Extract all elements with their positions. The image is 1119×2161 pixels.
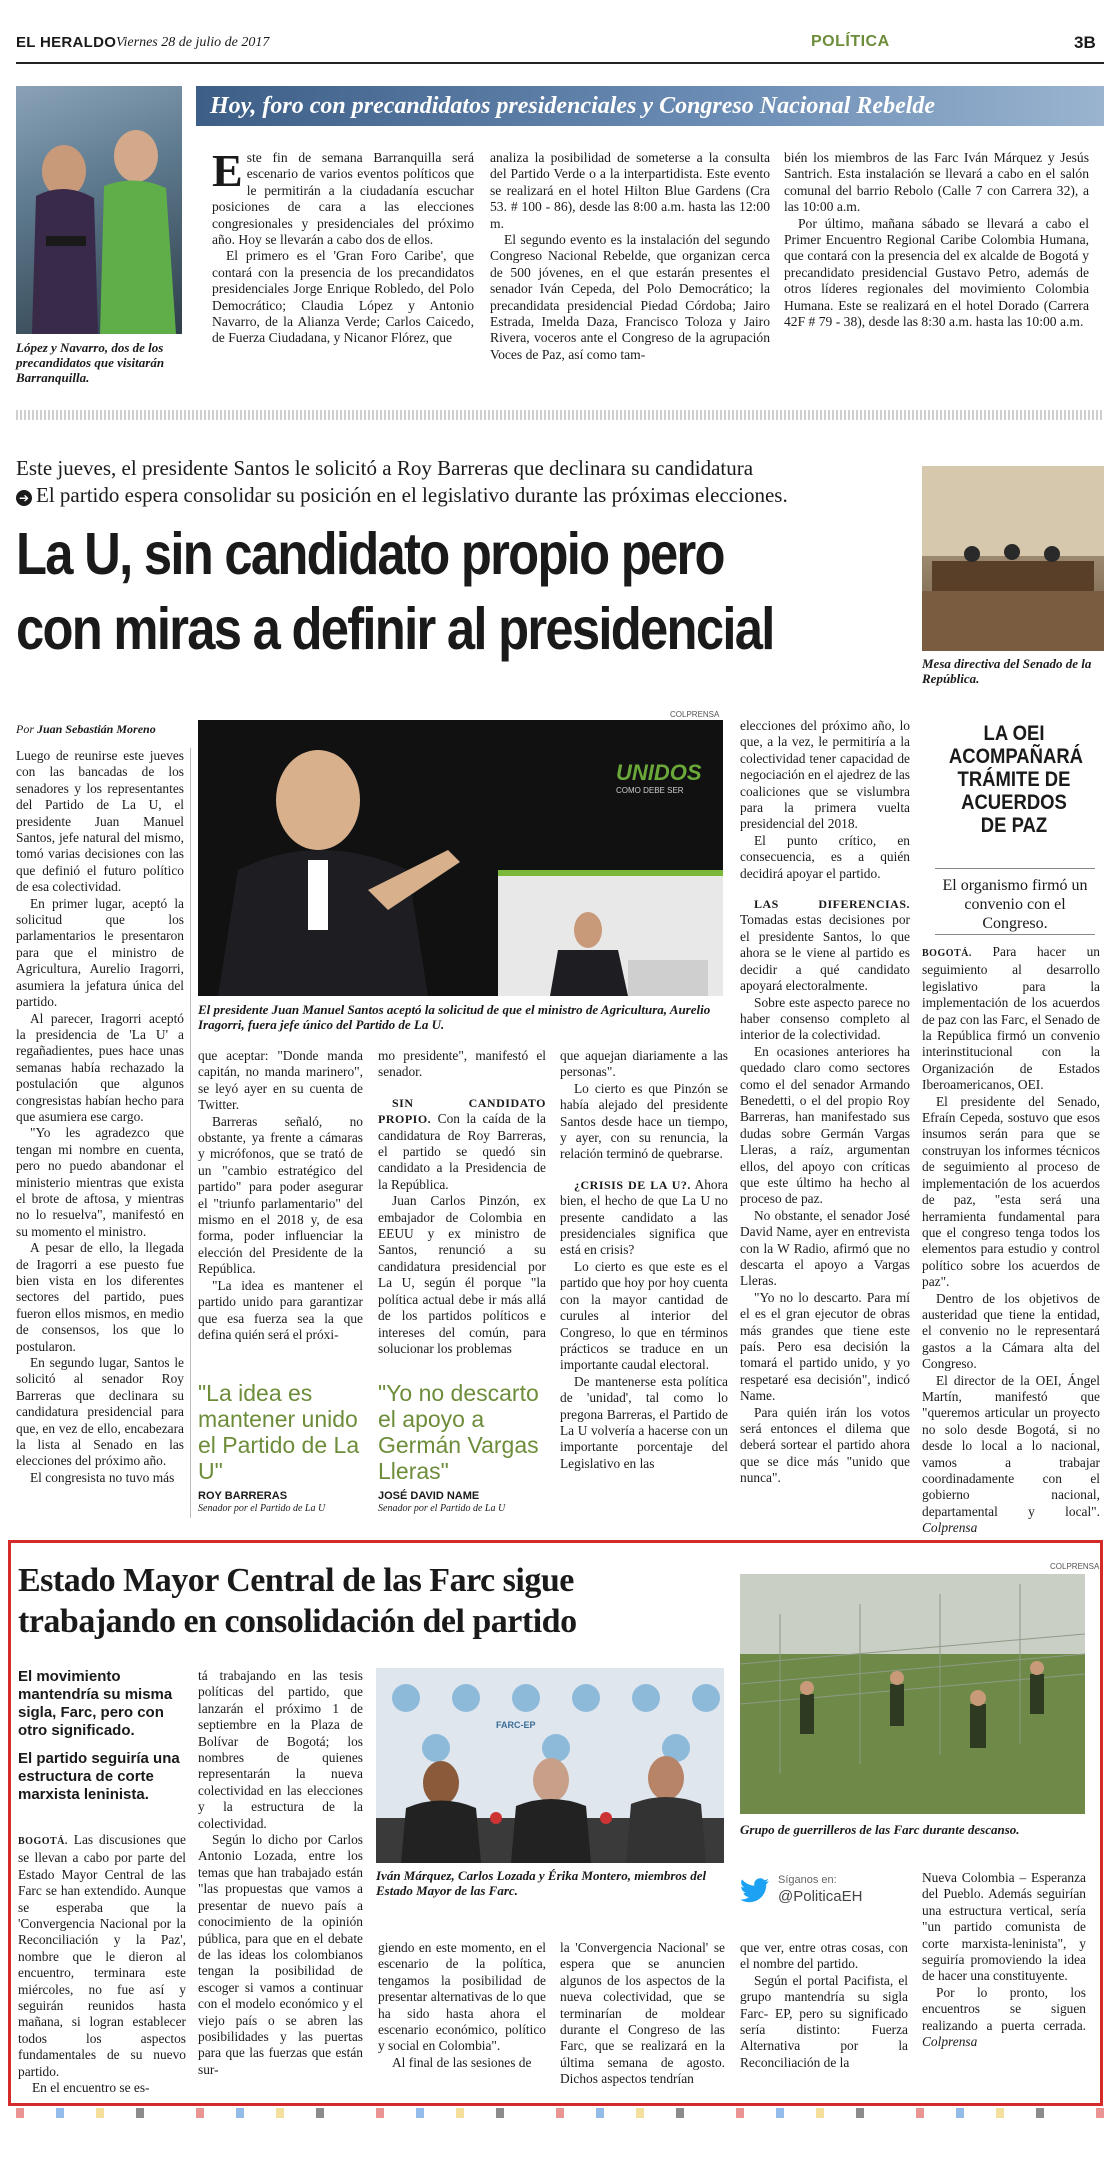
farc-col1-p1: Las discusiones que se llevan a cabo por parte del Estado Mayor Central de las Farc se han extendido. Aunque se esperaba que la 'Convergencia Nacional por la Reconciliación y la Paz', nombre que le dieron al encuentro, terminara este miércoles, no fue así y seguirán reunidos hasta mañana, si logran establecer todos los aspectos fundamentales de su nuevo partido. (18, 1832, 186, 2079)
farc-headline-1: Estado Mayor Central de las Farc sigue (18, 1562, 574, 1599)
banner-text: UNIDOS (616, 760, 702, 785)
top-story-banner (196, 86, 1104, 126)
main-col2-p1: que aceptar: "Donde manda capitán, no manda marinero", se leyó ayer en su cuenta de Twitter. (198, 1048, 363, 1113)
oei-headline: LA OEI ACOMPAÑARÁ TRÁMITE DE ACUERDOS DE PAZ (948, 722, 1084, 837)
main-col2-p2: Barreras señaló, no obstante, ya frente a cámaras y micrófonos, que se trató de un "cambio estratégico del partido" para poder asegurar el "triunfo parlamentario" del mismo en el 2018 y, de esa forma, poder influenciar la elección del Presidente de la República. (198, 1113, 363, 1277)
oei-p1: Para hacer un seguimiento al desarrollo legislativo para la implementación de los acuerdos de paz con las Farc, el Senado de la República firmó un convenio interinstitucional con la Organización de Estados Iberoamericanos, OEI. (922, 944, 1100, 1093)
main-col-4 (560, 1048, 728, 1472)
top-story-title: Hoy, foro con precandidatos presidenciales y Congreso Nacional Rebelde (210, 93, 936, 119)
main-col1-p6: En segundo lugar, Santos le solicitó al senador Roy Barreras que declinara su candidatura presidencial para que, en vez de ello, encabezara la lista al Senado en las elecciones del próximo año. (16, 1355, 184, 1469)
farc-headline-2: trabajando en consolidación del partido (18, 1603, 577, 1640)
lead-diferencias: LAS DIFERENCIAS. (754, 897, 910, 912)
quote-name-name: JOSÉ DAVID NAME (378, 1490, 480, 1502)
senate-illustration (922, 466, 1104, 651)
oei-p4: El director de la OEI, Ángel Martín, manifestó que "queremos articular un proyecto no solo desde Bogotá, si no desde lo local a lo nacional, vamos a trabajar coordinadamente con el gobierno nacional, departamental y local". (922, 1372, 1100, 1519)
top-photo-caption: López y Navarro, dos de los precandidatos que visitarán Barranquilla. (16, 340, 165, 385)
farc-col2-p2: Según lo dicho por Carlos Antonio Lozada, entre los temas que han trabajado están "las propuestas que vamos a presentar de nuevo país a conocimiento de la opinión pública, para que en el debate de las ideas los colombianos tengan la posibilidad de escoger si vamos a continuar con el modelo económico y el viejo país o se abren las posibilidades y las puertas para que las fuerzas que están sur- (198, 1832, 363, 2077)
oei-p2: El presidente del Senado, Efraín Cepeda, sostuvo que esos insumos serán para que se construyan los informes técnicos de seguimiento al proceso de implementación de los acuerdos de paz, "esta será una herramienta fundamental para que el congreso tenga todos los elementos para estudio y control político sobre los acuerdos de paz". (922, 1093, 1100, 1290)
main-col5-p5: En ocasiones anteriores ha quedado claro como sectores como el del senador Armando Benedetti, o el del propio Roy Barreras, han manifestado sus dudas sobre Germán Vargas Lleras, a raíz, argumentan ellos, del apoyo con críticas que este último ha hecho al proceso de paz. (740, 1043, 910, 1207)
main-col4-p5: De mantenerse esta política de 'unidad', tal como lo pregona Barreras, el Partido de La U volvería a hacerse con un importante porcentaje del Legislativo en las (560, 1373, 728, 1471)
top-col2-p2: El segundo evento es la instalación del segundo Congreso Nacional Rebelde, que organizan cerca de 500 jóvenes, en el que estarán presentes el senador Iván Cepeda, del Polo Democrático; la precandidata presidencial Piedad Córdoba; Jairo Estrada, Imelda Daza, Francisco Toloza y Jairo Rivera, voceros ante el Congreso de la agrupación Voces de Paz, así como tam- (490, 232, 770, 362)
top-col2-p1: analiza la posibilidad de someterse a la consulta del Partido Verde o a la interpartidista. Este evento se realizará en el hotel Hilton Blue Gardens (Cra 53. # 100 - 86), desde las 8:00 a.m. hasta las 12:00 m. (490, 150, 770, 231)
main-col3-p1: mo presidente", manifestó el senador. (378, 1048, 546, 1080)
byline-prefix: Por (16, 722, 34, 736)
senate-photo-caption: Mesa directiva del Senado de la República. (922, 656, 1092, 686)
lopez-navarro-photo (16, 86, 182, 334)
main-photo-credit: COLPRENSA (670, 710, 720, 719)
farc-col4-p1: la 'Convergencia Nacional' se espera que se anuncien algunos de los aspectos de la nueva colectividad, que se terminarían de moldear durante el Congreso de las Farc, que se realizará en la última semana de agosto. Dichos aspectos tendrían (560, 1940, 725, 2087)
farc-col3-p1: giendo en este momento, en el escenario de la política, tengamos la posibilidad de presentar alternativas de lo que ha sido hasta ahora el escenario económico, político y social en Colombia". (378, 1940, 546, 2054)
page-header (16, 30, 1104, 60)
header-rule (16, 62, 1104, 64)
main-col-5 (740, 718, 910, 1487)
farc-col6-p2: Por lo pronto, los encuentros se siguen realizando a puerta cerrada. (922, 1984, 1086, 2033)
banner-sub: COMO DEBE SER (616, 786, 684, 795)
main-kicker-2-row (16, 483, 916, 508)
social-handle[interactable]: @PoliticaEH (778, 1888, 863, 1905)
main-col5-p1: elecciones del próximo año, lo que, a la vez, le permitiría a la colectividad tener capacidad de negociación en el ajedrez de las coaliciones que se vislumbra para la primera vuelta presidencial del 2018. (740, 718, 910, 832)
section-divider (16, 410, 1104, 420)
issue-date: Viernes 28 de julio de 2017 (116, 35, 270, 50)
farc-col1-p2: En el encuentro se es- (32, 2080, 150, 2096)
main-col1-p4: "Yo les agradezco que tengan mi nombre en cuenta, pero no puedo abandonar el ministerio mientras que exista el brote de aftosa, y mientras no lo resuelva", manifestó en su momento el ministro. (16, 1125, 184, 1239)
arrow-circle-icon: ➔ (16, 490, 32, 506)
main-col1-p5: A pesar de ello, la llegada de Iragorri a ese puesto fue bien vista en los diferentes sectores del partido, pues fueron ellos mismos, en medio de consensos, los que lo postularon. (16, 1240, 184, 1354)
section-label: POLÍTICA (811, 33, 890, 50)
drop-cap: E (212, 145, 243, 196)
top-col1-p1: ste fin de semana Barranquilla será escenario de varios eventos políticos que le permitirán a la ciudadanía escuchar posiciones de cara a las elecciones congresionales y presidenciales del próximo año. Hoy se llevarán a cabo dos de ellos. (212, 150, 474, 248)
santos-photo (198, 720, 723, 996)
main-kicker-1: Este jueves, el presidente Santos le solicitó a Roy Barreras que declinara su candidatura (16, 456, 754, 480)
quote-barreras: "La idea es mantener unido el Partido de La U" (198, 1380, 360, 1484)
farc-photo2-credit: COLPRENSA (1050, 1562, 1100, 1571)
main-col4-p2: Lo cierto es que Pinzón se había alejado del presidente Santos desde hace un tiempo, y ayer, con su renuncia, la relación terminó de quebrarse. (560, 1080, 728, 1162)
guerrillas-illustration (740, 1574, 1085, 1814)
main-col1-p1: Luego de reunirse este jueves con las bancadas de los senadores y los representantes del Partido de La U, el presidente Juan Manuel Santos, jefe natural del mismo, tomó varias decisiones con las que definió el futuro político de esa colectividad. (16, 748, 184, 895)
main-col5-p2: El punto crítico, en consecuencia, es a quién decidirá apoyar el partido. (740, 832, 910, 881)
bottom-color-strip (16, 2108, 1104, 2118)
main-col5-p4: Sobre este aspecto parece no haber consenso completo al interior de la colectividad. (740, 994, 910, 1043)
photo-illustration (16, 86, 182, 334)
top-col-1 (212, 145, 474, 347)
main-headline-2: con miras a definir al presidencial (16, 596, 774, 662)
farc-col-2 (198, 1668, 363, 2078)
senate-photo (922, 466, 1104, 651)
main-byline (16, 722, 156, 737)
main-col1-p3: Al parecer, Iragorri aceptó la presidencia de 'La U' a regañadientes, pues hace unas semanas había rechazado la postulación que algunos congresistas habían hecho para que asumiera ese cargo. (16, 1010, 184, 1124)
oei-dateline: BOGOTÁ. (922, 948, 972, 959)
farc-col-6 (922, 1870, 1086, 2050)
main-col3-p3: Juan Carlos Pinzón, ex embajador de Colombia en EEUU y ex ministro de Santos, renunció a su candidatura presidencial por La U, según él porque "la política actual debe ir más allá de los partidos políticos e intereses del común, para solucionar los problemas (378, 1193, 546, 1356)
oei-p3: Dentro de los objetivos de austeridad que tiene la entidad, el convenio no le representará gastos a la Cámara alta del Congreso. (922, 1290, 1100, 1372)
farc-col-5 (740, 1940, 908, 2071)
farc-col-1 (18, 1832, 186, 2097)
page-number: 3B (1074, 33, 1096, 52)
farc-backdrop-text: FARC-EP (496, 1720, 536, 1730)
oei-body (922, 944, 1100, 1537)
top-col3-p2: Por último, mañana sábado se llevará a cabo el Primer Encuentro Regional Caribe Colombia Humana, que contará con la presencia del ex alcalde de Bogotá y precandidato presidencial Gustavo Petro, además de otros líderes regionales del movimiento Colombia Humana. Este se realizará en el hotel Dorado (Carrera 42F # 79 - 38), desde las 8:30 a.m. hasta las 10:00 a.m. (784, 215, 1089, 330)
farc-dateline: BOGOTÁ. (18, 1836, 68, 1847)
main-headline-1: La U, sin candidato propio pero (16, 521, 724, 587)
farc-col-3 (378, 1940, 546, 2071)
main-kicker-2: El partido espera consolidar su posición en el legislativo durante las próximas elecciones. (36, 483, 788, 507)
quote-barreras-role: Senador por el Partido de La U (198, 1503, 326, 1514)
social-label: Síganos en: (778, 1874, 837, 1886)
farc-col2-p1: tá trabajando en las tesis políticas del partido, que lanzarán el próximo 1 de septiembre en la Plaza de Bolívar de Bogotá; los nombres de quienes representarán la nueva colectividad en las elecciones y la estructura de la colectividad. (198, 1668, 363, 1831)
top-col-2 (490, 150, 770, 363)
twitter-bird-icon (740, 1878, 770, 1904)
lead-sin-candidato: SIN CANDIDATO PROPIO. (378, 1095, 546, 1127)
farc-leaders-caption: Iván Márquez, Carlos Lozada y Érika Montero, miembros del Estado Mayor de las Farc. (376, 1868, 707, 1898)
byline-author: Juan Sebastián Moreno (37, 722, 156, 736)
farc-deck-1: El movimiento mantendría su misma sigla, Farc, pero con otro significado. (18, 1668, 173, 1739)
oei-signoff: Colprensa (922, 1520, 978, 1536)
top-col-3 (784, 150, 1089, 330)
main-col-1 (16, 748, 184, 1486)
farc-leaders-illustration (376, 1668, 724, 1863)
farc-col6-p1: Nueva Colombia – Esperanza del Pueblo. Además seguirían una estructura vertical, sería "un partido comunista de corte marxista-leninista", y seguiría promoviendo la idea de hacer una constituyente. (922, 1870, 1086, 1984)
farc-col5-p2: Según el portal Pacifista, el grupo mantendría su sigla Farc- EP, pero su significado sería distinto: Fuerza Alternativa por la Reconciliación de la (740, 1972, 908, 2070)
guerrillas-caption: Grupo de guerrilleros de las Farc durante descanso. (740, 1822, 1020, 1837)
oei-deck: El organismo firmó un convenio con el Congreso. (942, 877, 1088, 932)
oei-rule-2 (935, 934, 1095, 935)
farc-deck-2: El partido seguiría una estructura de corte marxista leninista. (18, 1750, 180, 1803)
main-col5-p6: No obstante, el senador José David Name, ayer en entrevista con la W Radio, afirmó que no descarta el apoyo a Vargas Lleras. (740, 1207, 910, 1289)
col-divider (190, 748, 191, 1518)
main-col4-p4: Lo cierto es que este es el partido que hoy por hoy cuenta con la mayor cantidad de curules al interior del Congreso, lo que en términos prácticos se traduce en un importante caudal electoral. (560, 1258, 728, 1373)
main-col5-p3: Tomadas estas decisiones por el presidente Santos, lo que ahora se le viene al partido es decidir a qué candidato apoyará electoralmente. (740, 912, 910, 994)
main-col5-p7: "Yo no lo descarto. Para mí el es el gran ejecutor de obras más grandes que tiene este país. Pero esa decisión la tomará el partido unido, y yo respetaré esa decisión", indicó Name. (740, 1289, 910, 1404)
quote-name-role: Senador por el Partido de La U (378, 1503, 506, 1514)
unidos-banner (616, 760, 723, 795)
main-col1-p2: En primer lugar, aceptó la solicitud que los parlamentarios le presentaron para que el ministro de Agricultura, Aurelio Iragorri, asumiera la jefatura única del partido. (16, 895, 184, 1010)
main-col-3 (378, 1048, 546, 1357)
lead-crisis: ¿CRISIS DE LA U?. (574, 1177, 691, 1192)
social-follow[interactable] (740, 1872, 908, 1912)
farc-signoff: Colprensa (922, 2034, 978, 2050)
main-col-2 (198, 1048, 363, 1343)
quote-name: "Yo no descarto el apoyo a Germán Vargas Lleras" (378, 1380, 539, 1484)
main-col5-p8: Para quién irán los votos será entonces el dilema que deberá sortear el partido ahora que se dice más "unido que nunca". (740, 1404, 910, 1486)
farc-leaders-photo (376, 1668, 724, 1863)
main-photo-caption: El presidente Juan Manuel Santos aceptó la solicitud de que el ministro de Agricultura, Aurelio Iragorri, fuera jefe único del Partido de La U. (198, 1002, 711, 1032)
farc-col3-p2: Al final de las sesiones de (392, 2054, 532, 2070)
paper-name: EL HERALDO (16, 34, 117, 51)
main-col4-p3: Ahora bien, el hecho de que La U no presente candidato a las presidenciales significa que está en crisis? (560, 1176, 728, 1258)
main-col2-p3: "La idea es mantener el partido unido para garantizar que esa fuerza sea la que defina quién será el próxi- (198, 1277, 363, 1342)
main-col1-p7: El congresista no tuvo más (30, 1469, 175, 1485)
guerrillas-photo (740, 1574, 1085, 1814)
main-col3-p2: Con la caída de la candidatura de Roy Barreras, el partido se quedó sin candidato a la Presidencia de la República. (378, 1111, 546, 1192)
top-col3-p1: bién los miembros de las Farc Iván Márquez y Jesús Santrich. Esta instalación se llevará a cabo en el salón comunal del barrio Rebolo (Calle 7 con Carrera 32), a las 10:00 a.m. (784, 150, 1089, 215)
farc-col-4 (560, 1940, 725, 2088)
farc-col5-p1: que ver, entre otras cosas, con el nombre del partido. (740, 1940, 908, 1972)
main-col4-p1: que aquejan diariamente a las personas". (560, 1048, 728, 1080)
top-col1-p2: El primero es el 'Gran Foro Caribe', que contará con la presencia de los precandidatos presidenciales Jorge Enrique Robledo, del Polo Democrático; Claudia López y Antonio Navarro, de la Alianza Verde; Carlos Caicedo, de Fuerza Ciudadana, y Nicanor Flórez, que (212, 248, 474, 346)
quote-barreras-name: ROY BARRERAS (198, 1490, 288, 1502)
oei-rule (935, 868, 1095, 869)
